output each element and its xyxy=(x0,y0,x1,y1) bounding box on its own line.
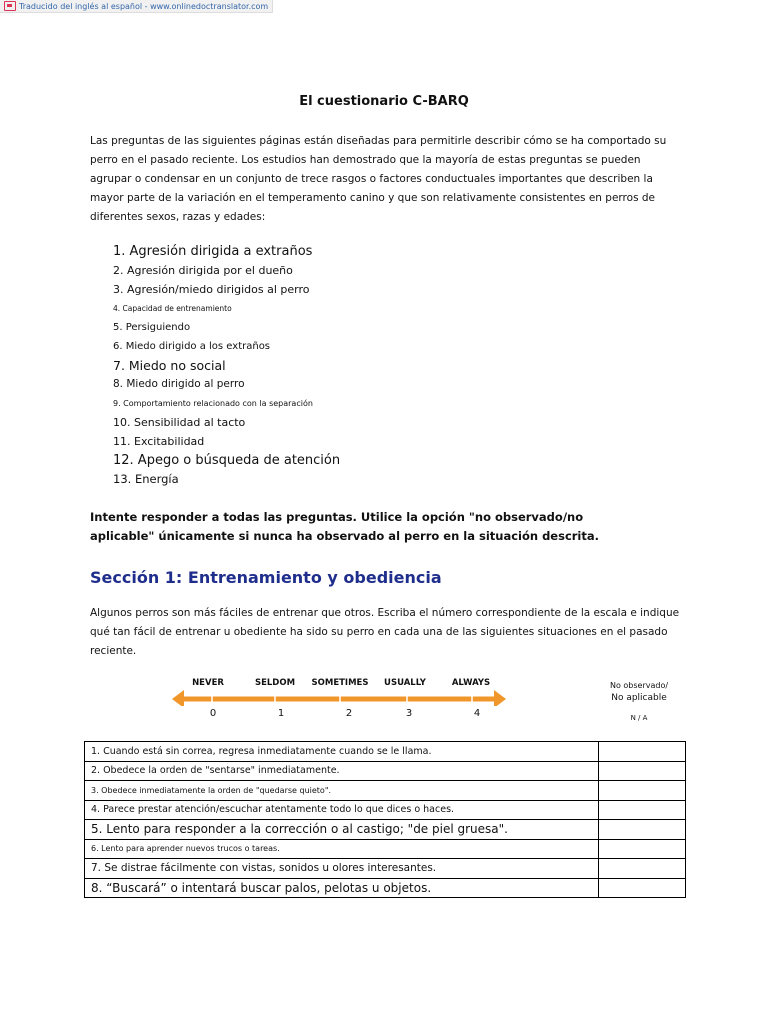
list-item: 12. Apego o búsqueda de atención xyxy=(113,453,341,468)
scale-number: 0 xyxy=(209,708,217,719)
scale-label-seldom: SELDOM xyxy=(254,678,296,688)
section-heading: Sección 1: Entrenamiento y obediencia xyxy=(90,568,442,587)
list-item: 5. Persiguiendo xyxy=(113,322,191,333)
section-description: Algunos perros son más fáciles de entrenar que otros. Escriba el número correspondiente de la escala e indique qué tan fácil de entrenar u obediente ha sido su perro en cada una de las siguientes situaciones en el pasado reciente. xyxy=(90,607,680,657)
translator-banner-text[interactable]: Traducido del inglés al español - www.onlinedoctranslator.com xyxy=(19,1,269,11)
list-item: 11. Excitabilidad xyxy=(113,435,205,448)
answer-cell[interactable] xyxy=(599,878,686,898)
table-row xyxy=(85,742,686,762)
question-text: 2. Obedece la orden de "sentarse" inmediatamente. xyxy=(85,761,599,781)
list-item: 7. Miedo no social xyxy=(113,358,226,373)
list-item: 2. Agresión dirigida por el dueño xyxy=(113,264,293,277)
translator-banner[interactable] xyxy=(0,0,273,13)
table-row xyxy=(85,781,686,801)
intro-paragraph: Las preguntas de las siguientes páginas están diseñadas para permitirle describir cómo se ha comportado su perro en el pasado reciente. Los estudios han demostrado que la mayoría de estas preguntas se pueden agrupar o condensar en un conjunto de trece rasgos o factores conductuales importantes que describen la mayor parte de la variación en el temperamento canino y que son relativamente consistentes en perros de diferentes sexos, razas y edades: xyxy=(90,135,667,223)
questions-table xyxy=(84,741,686,898)
scale-label-always: ALWAYS xyxy=(451,678,491,688)
list-item: 1. Agresión dirigida a extraños xyxy=(113,244,313,259)
answer-cell[interactable] xyxy=(599,800,686,820)
answer-cell[interactable] xyxy=(599,781,686,801)
list-item: 3. Agresión/miedo dirigidos al perro xyxy=(113,283,310,296)
table-row xyxy=(85,800,686,820)
not-applicable-legend xyxy=(600,680,678,724)
na-line2: No aplicable xyxy=(611,693,667,703)
scale-right-arrowhead xyxy=(494,690,506,706)
question-text: 3. Obedece inmediatamente la orden de "quedarse quieto". xyxy=(85,781,599,801)
scale-number: 3 xyxy=(405,708,413,719)
page-title: El cuestionario C-BARQ xyxy=(299,94,469,109)
instruction-note: Intente responder a todas las preguntas. Utilice la opción "no observado/no aplicable" únicamente si nunca ha observado al perro en la situación descrita. xyxy=(90,510,600,543)
answer-cell[interactable] xyxy=(599,761,686,781)
question-text: 1. Cuando está sin correa, regresa inmediatamente cuando se le llama. xyxy=(85,742,599,762)
table-row xyxy=(85,839,686,859)
list-item: 13. Energía xyxy=(113,472,179,486)
scale-label-sometimes: SOMETIMES xyxy=(311,678,369,688)
question-text: 6. Lento para aprender nuevos trucos o tareas. xyxy=(85,839,599,859)
question-text: 5. Lento para responder a la corrección o al castigo; "de piel gruesa". xyxy=(85,820,599,840)
answer-cell[interactable] xyxy=(599,820,686,840)
na-line1: No observado/ xyxy=(609,681,669,690)
list-item: 9. Comportamiento relacionado con la separación xyxy=(113,399,313,408)
factor-list xyxy=(113,242,340,489)
question-text: 7. Se distrae fácilmente con vistas, sonidos u olores interesantes. xyxy=(85,859,599,879)
table-row xyxy=(85,859,686,879)
translator-logo-icon xyxy=(4,1,16,11)
list-item: 10. Sensibilidad al tacto xyxy=(113,416,246,429)
table-row xyxy=(85,820,686,840)
list-item: 6. Miedo dirigido a los extraños xyxy=(113,341,271,352)
scale-label-never: NEVER xyxy=(192,678,224,688)
answer-cell[interactable] xyxy=(599,742,686,762)
scale-number: 4 xyxy=(473,708,481,719)
na-short: N / A xyxy=(630,714,648,722)
scale-number: 1 xyxy=(277,708,285,719)
answer-cell[interactable] xyxy=(599,839,686,859)
scale-left-arrowhead xyxy=(172,690,184,706)
question-text: 4. Parece prestar atención/escuchar atentamente todo lo que dices o haces. xyxy=(85,800,599,820)
scale-number: 2 xyxy=(345,708,353,719)
rating-scale xyxy=(172,678,512,726)
scale-label-usually: USUALLY xyxy=(384,678,426,688)
answer-cell[interactable] xyxy=(599,859,686,879)
list-item: 4. Capacidad de entrenamiento xyxy=(113,304,232,313)
question-text: 8. “Buscará” o intentará buscar palos, pelotas u objetos. xyxy=(85,878,599,898)
list-item: 8. Miedo dirigido al perro xyxy=(113,378,245,390)
table-row xyxy=(85,878,686,898)
table-row xyxy=(85,761,686,781)
